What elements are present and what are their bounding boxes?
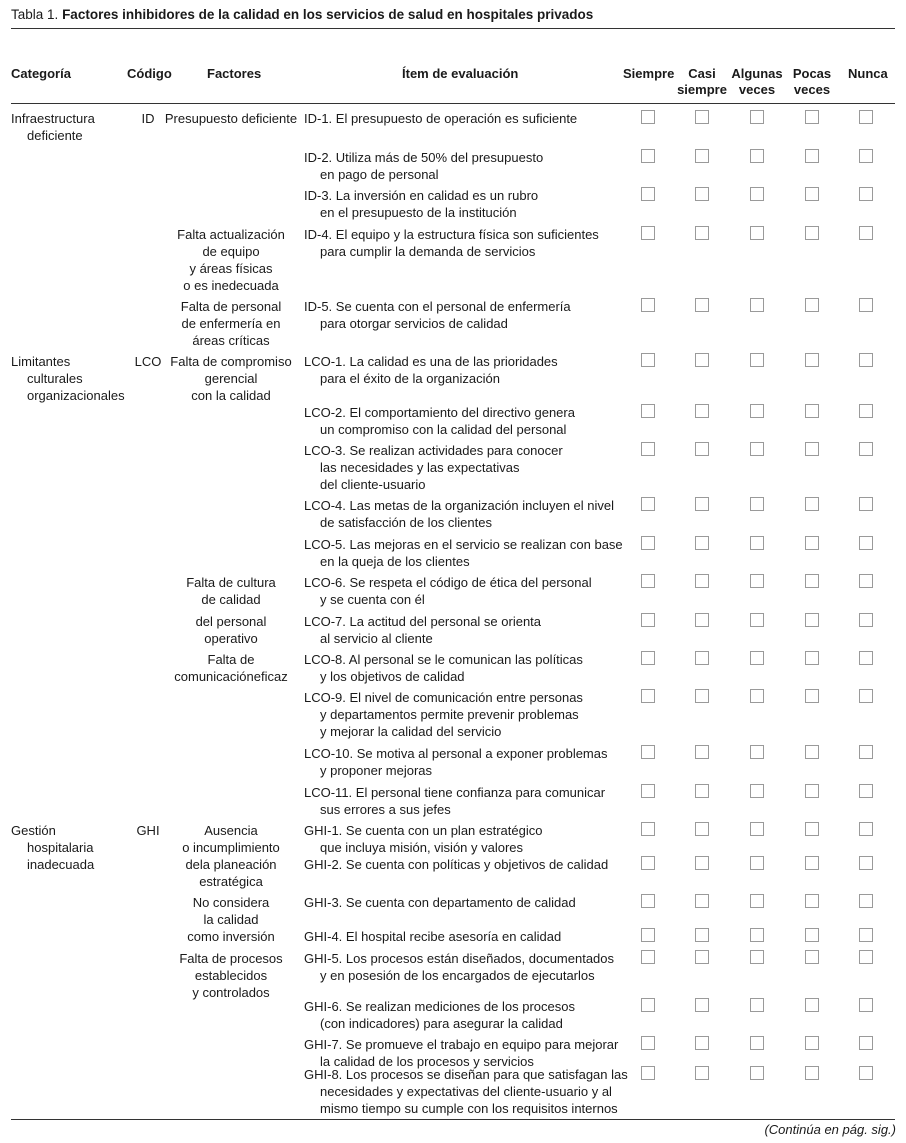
checkbox-nunca[interactable] <box>859 784 873 798</box>
header-pocas-veces <box>788 66 836 98</box>
header-casi-line2: siempre <box>677 82 727 97</box>
factor-compromiso <box>163 353 299 404</box>
header-pocas-line2: veces <box>793 82 831 97</box>
factor-line: del personal <box>195 614 267 629</box>
item-line: LCO-2. El comportamiento del directivo genera <box>304 405 575 420</box>
checkbox-siempre[interactable] <box>641 1066 655 1080</box>
factor-line: de equipo <box>202 244 260 259</box>
checkbox-casi-siempre[interactable] <box>695 745 709 759</box>
checkbox-pocas-veces[interactable] <box>805 442 819 456</box>
header-nunca: Nunca <box>848 66 888 81</box>
checkbox-algunas-veces[interactable] <box>750 856 764 870</box>
header-casi-line1: Casi <box>688 66 716 81</box>
factor-line: Presupuesto deficiente <box>164 111 298 126</box>
checkbox-nunca[interactable] <box>859 497 873 511</box>
factor-line: como inversión <box>187 929 275 944</box>
item-line: mismo tiempo su cumple con los requisitos internos <box>320 1101 618 1116</box>
evaluation-item <box>304 651 624 685</box>
item-line: y departamentos permite prevenir problemas <box>320 707 579 722</box>
factor-inversion <box>163 894 299 945</box>
checkbox-algunas-veces[interactable] <box>750 950 764 964</box>
checkbox-pocas-veces[interactable] <box>805 651 819 665</box>
evaluation-item <box>304 689 624 740</box>
checkbox-algunas-veces[interactable] <box>750 226 764 240</box>
item-line: (con indicadores) para asegurar la calidad <box>320 1016 563 1031</box>
item-line: y mejorar la calidad del servicio <box>320 724 502 739</box>
item-line: ID-3. La inversión en calidad es un rubro <box>304 188 539 203</box>
factor-personal-enfermeria <box>163 298 299 349</box>
checkbox-pocas-veces[interactable] <box>805 822 819 836</box>
checkbox-nunca[interactable] <box>859 950 873 964</box>
checkbox-pocas-veces[interactable] <box>805 110 819 124</box>
item-line: en el presupuesto de la institución <box>320 205 517 220</box>
item-line: en pago de personal <box>320 167 439 182</box>
checkbox-casi-siempre[interactable] <box>695 1066 709 1080</box>
item-line: en la queja de los clientes <box>320 554 470 569</box>
checkbox-algunas-veces[interactable] <box>750 613 764 627</box>
checkbox-siempre[interactable] <box>641 613 655 627</box>
item-line: sus errores a sus jefes <box>320 802 451 817</box>
factor-line: Falta de <box>207 652 255 667</box>
checkbox-pocas-veces[interactable] <box>805 689 819 703</box>
caption-label: Tabla 1. <box>11 7 59 22</box>
caption-title: Factores inhibidores de la calidad en los servicios de salud en hospitales privados <box>62 7 594 22</box>
category-limitantes <box>11 353 129 404</box>
item-line: LCO-5. Las mejoras en el servicio se realizan con base <box>304 537 623 552</box>
checkbox-algunas-veces[interactable] <box>750 536 764 550</box>
evaluation-item <box>304 894 624 911</box>
factor-procesos <box>163 950 299 1001</box>
item-line: GHI-2. Se cuenta con políticas y objetivos de calidad <box>304 857 609 872</box>
factor-line: de calidad <box>201 592 261 607</box>
evaluation-item <box>304 442 624 493</box>
checkbox-casi-siempre[interactable] <box>695 784 709 798</box>
checkbox-pocas-veces[interactable] <box>805 613 819 627</box>
item-line: GHI-4. El hospital recibe asesoría en calidad <box>304 929 562 944</box>
checkbox-casi-siempre[interactable] <box>695 536 709 550</box>
factor-line: establecidos <box>194 968 268 983</box>
checkbox-casi-siempre[interactable] <box>695 822 709 836</box>
checkbox-siempre[interactable] <box>641 822 655 836</box>
factor-actualizacion <box>163 226 299 294</box>
checkbox-pocas-veces[interactable] <box>805 404 819 418</box>
checkbox-casi-siempre[interactable] <box>695 404 709 418</box>
category-line: hospitalaria <box>27 840 94 855</box>
checkbox-nunca[interactable] <box>859 894 873 908</box>
checkbox-casi-siempre[interactable] <box>695 187 709 201</box>
checkbox-algunas-veces[interactable] <box>750 822 764 836</box>
checkbox-pocas-veces[interactable] <box>805 298 819 312</box>
checkbox-siempre[interactable] <box>641 187 655 201</box>
checkbox-siempre[interactable] <box>641 894 655 908</box>
checkbox-siempre[interactable] <box>641 745 655 759</box>
factor-line: Falta actualización <box>177 227 285 242</box>
factor-line: gerencial <box>204 371 258 386</box>
item-line: LCO-10. Se motiva al personal a exponer problemas <box>304 746 608 761</box>
checkbox-nunca[interactable] <box>859 353 873 367</box>
checkbox-siempre[interactable] <box>641 928 655 942</box>
checkbox-nunca[interactable] <box>859 110 873 124</box>
checkbox-pocas-veces[interactable] <box>805 226 819 240</box>
checkbox-pocas-veces[interactable] <box>805 1036 819 1050</box>
checkbox-casi-siempre[interactable] <box>695 651 709 665</box>
checkbox-pocas-veces[interactable] <box>805 856 819 870</box>
evaluation-item <box>304 822 624 856</box>
factor-line: operativo <box>204 631 258 646</box>
factor-line: dela planeación <box>185 857 277 872</box>
checkbox-casi-siempre[interactable] <box>695 894 709 908</box>
checkbox-algunas-veces[interactable] <box>750 651 764 665</box>
checkbox-pocas-veces[interactable] <box>805 745 819 759</box>
evaluation-item <box>304 187 624 221</box>
continuation-note: (Continúa en pág. sig.) <box>764 1122 896 1137</box>
item-line: ID-2. Utiliza más de 50% del presupuesto <box>304 150 544 165</box>
header-algunas-line1: Algunas <box>731 66 783 81</box>
factor-line: No considera <box>192 895 270 910</box>
item-line: GHI-3. Se cuenta con departamento de calidad <box>304 895 576 910</box>
evaluation-item <box>304 536 624 570</box>
header-categoria: Categoría <box>11 66 71 81</box>
item-line: para otorgar servicios de calidad <box>320 316 508 331</box>
item-line: un compromiso con la calidad del personal <box>320 422 567 437</box>
checkbox-casi-siempre[interactable] <box>695 998 709 1012</box>
checkbox-algunas-veces[interactable] <box>750 745 764 759</box>
factor-line: estratégica <box>199 874 263 889</box>
item-line: y proponer mejoras <box>320 763 432 778</box>
item-line: las necesidades y las expectativas <box>320 460 520 475</box>
checkbox-algunas-veces[interactable] <box>750 998 764 1012</box>
evaluation-item <box>304 745 624 779</box>
header-item: Ítem de evaluación <box>402 66 519 81</box>
checkbox-algunas-veces[interactable] <box>750 497 764 511</box>
item-line: y se cuenta con él <box>320 592 425 607</box>
checkbox-pocas-veces[interactable] <box>805 187 819 201</box>
factor-line: de enfermería en <box>181 316 281 331</box>
checkbox-siempre[interactable] <box>641 226 655 240</box>
checkbox-algunas-veces[interactable] <box>750 187 764 201</box>
factor-line: o es inedecuada <box>183 278 279 293</box>
item-line: del cliente-usuario <box>320 477 426 492</box>
category-line: inadecuada <box>27 857 95 872</box>
evaluation-item <box>304 298 624 332</box>
checkbox-pocas-veces[interactable] <box>805 353 819 367</box>
item-line: GHI-7. Se promueve el trabajo en equipo para mejorar <box>304 1037 619 1052</box>
evaluation-item <box>304 950 624 984</box>
factor-line: Falta de compromiso <box>170 354 292 369</box>
factor-line: Falta de personal <box>180 299 282 314</box>
item-line: la calidad de los procesos y servicios <box>320 1054 534 1069</box>
checkbox-siempre[interactable] <box>641 149 655 163</box>
evaluation-item <box>304 404 624 438</box>
item-line: GHI-6. Se realizan mediciones de los procesos <box>304 999 575 1014</box>
item-line: LCO-11. El personal tiene confianza para comunicar <box>304 785 606 800</box>
checkbox-algunas-veces[interactable] <box>750 928 764 942</box>
header-casi-siempre <box>676 66 728 98</box>
category-line: Limitantes <box>11 354 71 369</box>
evaluation-item <box>304 574 624 608</box>
code-ghi: GHI <box>136 823 160 838</box>
checkbox-nunca[interactable] <box>859 187 873 201</box>
item-line: ID-4. El equipo y la estructura física son suficientes <box>304 227 599 242</box>
checkbox-nunca[interactable] <box>859 404 873 418</box>
header-factores: Factores <box>207 66 262 81</box>
evaluation-item <box>304 353 624 387</box>
checkbox-pocas-veces[interactable] <box>805 536 819 550</box>
factor-presupuesto <box>163 110 299 127</box>
item-line: de satisfacción de los clientes <box>320 515 492 530</box>
checkbox-algunas-veces[interactable] <box>750 1066 764 1080</box>
item-line: LCO-1. La calidad es una de las prioridades <box>304 354 558 369</box>
item-line: LCO-9. El nivel de comunicación entre personas <box>304 690 583 705</box>
factor-line: Falta de procesos <box>179 951 283 966</box>
checkbox-algunas-veces[interactable] <box>750 574 764 588</box>
checkbox-casi-siempre[interactable] <box>695 950 709 964</box>
item-line: para el éxito de la organización <box>320 371 500 386</box>
checkbox-algunas-veces[interactable] <box>750 353 764 367</box>
checkbox-siempre[interactable] <box>641 998 655 1012</box>
item-line: LCO-8. Al personal se le comunican las políticas <box>304 652 583 667</box>
item-line: LCO-4. Las metas de la organización incluyen el nivel <box>304 498 615 513</box>
checkbox-pocas-veces[interactable] <box>805 497 819 511</box>
checkbox-siempre[interactable] <box>641 404 655 418</box>
checkbox-casi-siempre[interactable] <box>695 353 709 367</box>
checkbox-siempre[interactable] <box>641 110 655 124</box>
checkbox-nunca[interactable] <box>859 613 873 627</box>
item-line: LCO-6. Se respeta el código de ética del personal <box>304 575 592 590</box>
checkbox-nunca[interactable] <box>859 856 873 870</box>
category-gestion <box>11 822 129 873</box>
item-line: GHI-5. Los procesos están diseñados, documentados <box>304 951 615 966</box>
category-line: organizacionales <box>27 388 125 403</box>
table-caption <box>11 7 593 22</box>
factor-line: la calidad <box>203 912 259 927</box>
checkbox-nunca[interactable] <box>859 226 873 240</box>
checkbox-siempre[interactable] <box>641 536 655 550</box>
header-algunas-line2: veces <box>738 82 776 97</box>
header-codigo: Código <box>127 66 172 81</box>
checkbox-siempre[interactable] <box>641 497 655 511</box>
checkbox-pocas-veces[interactable] <box>805 784 819 798</box>
checkbox-casi-siempre[interactable] <box>695 497 709 511</box>
factor-comunicacion <box>163 651 299 685</box>
header-algunas-veces <box>730 66 784 98</box>
evaluation-item <box>304 784 624 818</box>
checkbox-siempre[interactable] <box>641 1036 655 1050</box>
checkbox-casi-siempre[interactable] <box>695 689 709 703</box>
checkbox-nunca[interactable] <box>859 928 873 942</box>
checkbox-pocas-veces[interactable] <box>805 950 819 964</box>
checkbox-algunas-veces[interactable] <box>750 149 764 163</box>
evaluation-item <box>304 998 624 1032</box>
checkbox-nunca[interactable] <box>859 998 873 1012</box>
checkbox-siempre[interactable] <box>641 574 655 588</box>
checkbox-nunca[interactable] <box>859 574 873 588</box>
checkbox-algunas-veces[interactable] <box>750 784 764 798</box>
item-line: LCO-3. Se realizan actividades para conocer <box>304 443 563 458</box>
checkbox-pocas-veces[interactable] <box>805 574 819 588</box>
checkbox-nunca[interactable] <box>859 1036 873 1050</box>
checkbox-pocas-veces[interactable] <box>805 149 819 163</box>
item-line: LCO-7. La actitud del personal se orienta <box>304 614 542 629</box>
checkbox-algunas-veces[interactable] <box>750 110 764 124</box>
checkbox-nunca[interactable] <box>859 1066 873 1080</box>
evaluation-item <box>304 613 624 647</box>
checkbox-siempre[interactable] <box>641 298 655 312</box>
evaluation-item <box>304 226 624 260</box>
category-line: Gestión <box>11 823 56 838</box>
category-line: culturales <box>27 371 83 386</box>
checkbox-casi-siempre[interactable] <box>695 110 709 124</box>
checkbox-nunca[interactable] <box>859 651 873 665</box>
header-rule <box>11 103 895 104</box>
item-line: al servicio al cliente <box>320 631 433 646</box>
factor-line: comunicacióneficaz <box>174 669 288 684</box>
checkbox-siempre[interactable] <box>641 651 655 665</box>
factor-personal-operativo <box>163 613 299 647</box>
item-line: que incluya misión, visión y valores <box>320 840 524 855</box>
factor-cultura <box>163 574 299 608</box>
checkbox-algunas-veces[interactable] <box>750 298 764 312</box>
checkbox-casi-siempre[interactable] <box>695 149 709 163</box>
checkbox-algunas-veces[interactable] <box>750 404 764 418</box>
category-line: Infraestructura <box>11 111 95 126</box>
checkbox-casi-siempre[interactable] <box>695 856 709 870</box>
checkbox-casi-siempre[interactable] <box>695 1036 709 1050</box>
checkbox-algunas-veces[interactable] <box>750 689 764 703</box>
evaluation-item <box>304 1036 624 1070</box>
checkbox-nunca[interactable] <box>859 298 873 312</box>
checkbox-siempre[interactable] <box>641 442 655 456</box>
evaluation-item <box>304 149 624 183</box>
checkbox-nunca[interactable] <box>859 822 873 836</box>
category-line: deficiente <box>27 128 83 143</box>
evaluation-item <box>304 928 624 945</box>
factor-line: y áreas físicas <box>189 261 273 276</box>
header-pocas-line1: Pocas <box>792 66 832 81</box>
item-line: GHI-1. Se cuenta con un plan estratégico <box>304 823 543 838</box>
factor-planeacion <box>163 822 299 890</box>
checkbox-casi-siempre[interactable] <box>695 442 709 456</box>
header-siempre: Siempre <box>623 66 675 81</box>
checkbox-algunas-veces[interactable] <box>750 442 764 456</box>
checkbox-casi-siempre[interactable] <box>695 574 709 588</box>
checkbox-nunca[interactable] <box>859 536 873 550</box>
checkbox-pocas-veces[interactable] <box>805 1066 819 1080</box>
checkbox-nunca[interactable] <box>859 149 873 163</box>
checkbox-nunca[interactable] <box>859 442 873 456</box>
evaluation-item <box>304 110 624 127</box>
category-infraestructura <box>11 110 129 144</box>
factor-line: Falta de cultura <box>186 575 276 590</box>
checkbox-casi-siempre[interactable] <box>695 298 709 312</box>
code-lco: LCO <box>134 354 162 369</box>
code-id: ID <box>141 111 155 126</box>
item-line: y los objetivos de calidad <box>320 669 465 684</box>
checkbox-siempre[interactable] <box>641 950 655 964</box>
item-line: y en posesión de los encargados de ejecutarlos <box>320 968 595 983</box>
evaluation-item <box>304 497 624 531</box>
checkbox-casi-siempre[interactable] <box>695 928 709 942</box>
checkbox-siempre[interactable] <box>641 353 655 367</box>
item-line: necesidades y expectativas del cliente-usuario y al <box>320 1084 612 1099</box>
item-line: ID-5. Se cuenta con el personal de enfermería <box>304 299 571 314</box>
checkbox-siempre[interactable] <box>641 856 655 870</box>
item-line: GHI-8. Los procesos se diseñan para que satisfagan las <box>304 1067 628 1082</box>
checkbox-siempre[interactable] <box>641 689 655 703</box>
factor-line: áreas críticas <box>192 333 270 348</box>
checkbox-algunas-veces[interactable] <box>750 1036 764 1050</box>
checkbox-nunca[interactable] <box>859 745 873 759</box>
top-rule <box>11 28 895 29</box>
evaluation-item <box>304 856 624 873</box>
item-line: ID-1. El presupuesto de operación es suficiente <box>304 111 578 126</box>
checkbox-casi-siempre[interactable] <box>695 613 709 627</box>
factor-line: Ausencia <box>204 823 258 838</box>
factor-line: con la calidad <box>191 388 271 403</box>
item-line: para cumplir la demanda de servicios <box>320 244 536 259</box>
evaluation-item <box>304 1066 628 1117</box>
checkbox-pocas-veces[interactable] <box>805 928 819 942</box>
checkbox-pocas-veces[interactable] <box>805 998 819 1012</box>
factor-line: y controlados <box>192 985 270 1000</box>
checkbox-casi-siempre[interactable] <box>695 226 709 240</box>
checkbox-algunas-veces[interactable] <box>750 894 764 908</box>
checkbox-pocas-veces[interactable] <box>805 894 819 908</box>
checkbox-siempre[interactable] <box>641 784 655 798</box>
checkbox-nunca[interactable] <box>859 689 873 703</box>
bottom-rule <box>11 1119 895 1120</box>
factor-line: o incumplimiento <box>182 840 280 855</box>
